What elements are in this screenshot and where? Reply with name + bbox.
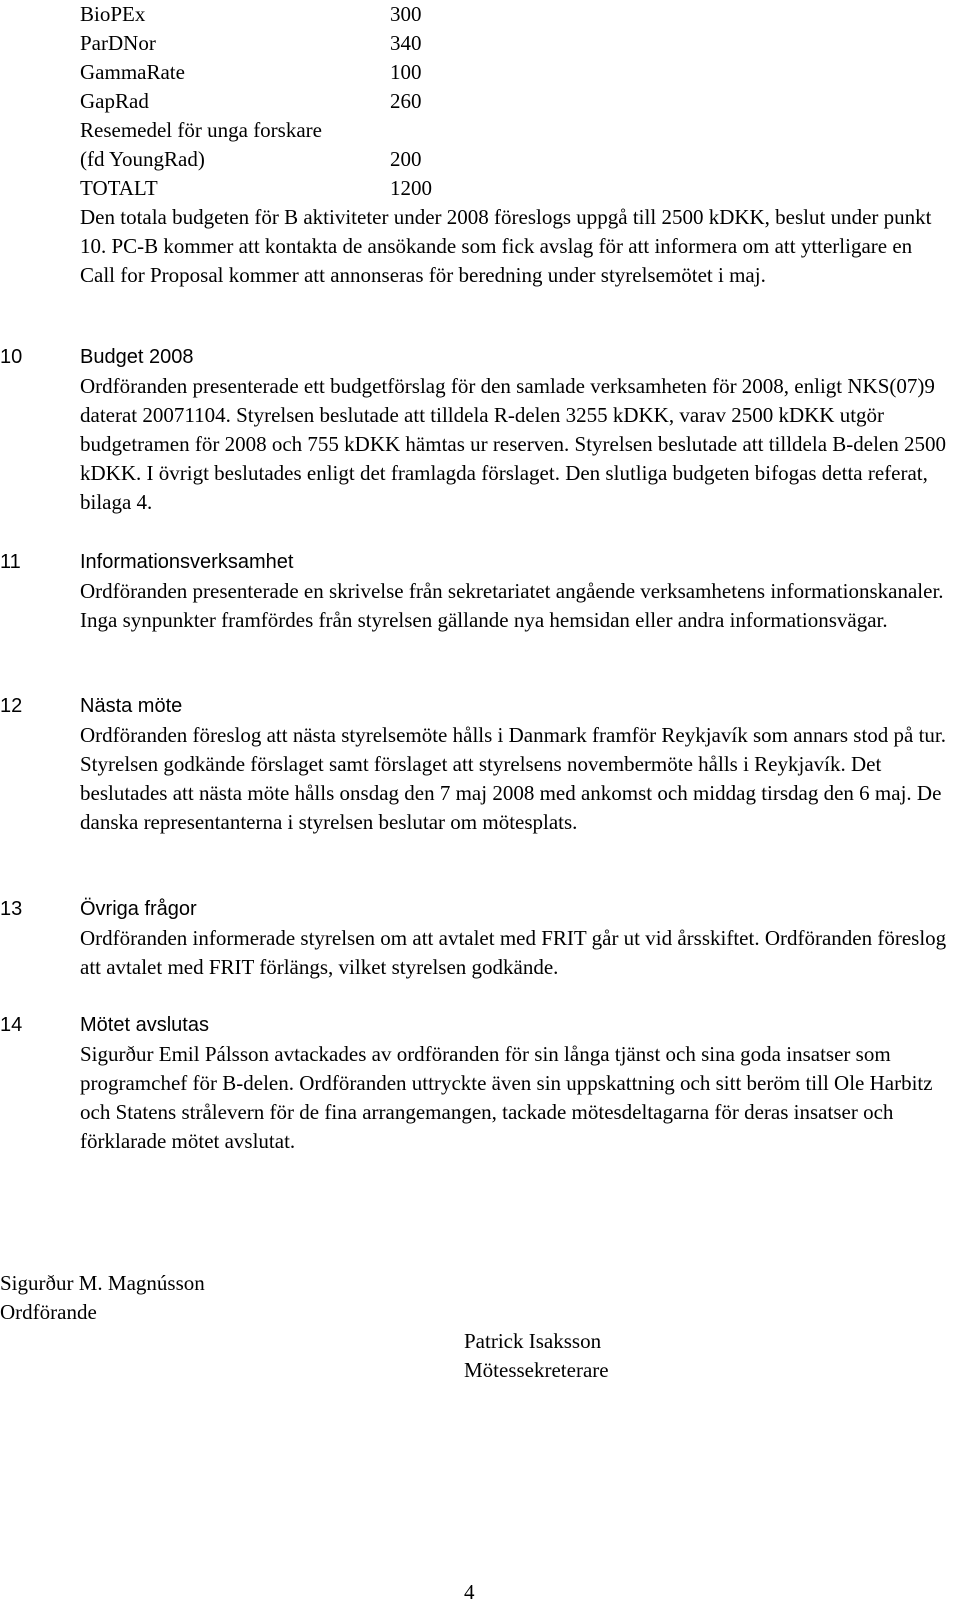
intro-paragraph: Den totala budgeten för B aktiviteter under 2008 föreslogs uppgå till 2500 kDKK, beslut under punkt 10. PC-B kommer att kontakta de ansökande som fick avslag för att informera om att ytterligare en Call for Proposal kommer att annonseras för beredning under styrelsemötet i maj. <box>80 205 932 287</box>
section-ovriga-fragor <box>0 895 950 982</box>
page-number: 4 <box>464 1580 475 1604</box>
budget-item-name: BioPEx <box>80 2 146 26</box>
section-informationsverksamhet <box>0 548 950 635</box>
section-heading <box>0 895 950 924</box>
section-heading <box>0 343 950 372</box>
section-text: Ordföranden föreslog att nästa styrelsemöte hålls i Danmark framför Reykjavík som annars stod på tur. Styrelsen godkände förslaget samt förslaget att styrelsens novembermöte hålls i Reykjavík. Det beslutades att nästa möte hålls onsdag den 7 maj 2008 med ankomst och middag tirsdag den 6 maj. De danska representanterna i styrelsen beslutar om mötesplats. <box>80 723 947 834</box>
budget-item-value: 1200 <box>390 176 432 200</box>
section-number: 11 <box>0 551 21 573</box>
section-motet-avslutas <box>0 1011 950 1156</box>
section-title: Nästa möte <box>80 695 183 717</box>
section-title: Mötet avslutas <box>80 1014 209 1036</box>
budget-item-value: 340 <box>390 31 422 55</box>
budget-item-value: 100 <box>390 60 422 84</box>
secretary-role: Mötessekreterare <box>464 1358 609 1382</box>
budget-row <box>80 116 500 145</box>
section-text: Ordföranden presenterade ett budgetförslag för den samlade verksamheten för 2008, enligt NKS(07)9 daterat 20071104. Styrelsen beslutade att tilldela R-delen 3255 kDKK, varav 2500 kDKK utgör budgetramen för 2008 och 755 kDKK hämtas ur reserven. Styrelsen beslutade att tilldela B-delen 2500 kDKK. I övrigt beslutades enligt det framlagda förslaget. Den slutliga budgeten bifogas detta referat, bilaga 4. <box>80 374 947 514</box>
budget-item-name: ParDNor <box>80 31 156 55</box>
budget-row <box>80 58 500 87</box>
chair-role: Ordförande <box>0 1300 97 1324</box>
budget-row <box>80 174 500 203</box>
section-number: 14 <box>0 1014 23 1036</box>
budget-item-value <box>390 116 490 145</box>
section-text: Ordföranden informerade styrelsen om att avtalet med FRIT går ut vid årsskiftet. Ordföranden föreslog att avtalet med FRIT förlängs, vilket styrelsen godkände. <box>80 926 947 979</box>
section-title: Informationsverksamhet <box>80 551 294 573</box>
budget-item-name: Resemedel för unga forskare <box>80 118 322 142</box>
section-heading <box>0 548 950 577</box>
section-budget-2008 <box>0 343 950 517</box>
section-text: Ordföranden presenterade en skrivelse från sekretariatet angående verksamhetens informationskanaler. Inga synpunkter framfördes från styrelsen gällande nya hemsidan eller andra informationsvägar. <box>80 579 944 632</box>
section-nasta-mote <box>0 692 950 837</box>
secretary-signature <box>464 1327 609 1385</box>
budget-item-name: GapRad <box>80 89 149 113</box>
section-number: 12 <box>0 695 23 717</box>
section-title: Övriga frågor <box>80 898 197 920</box>
budget-item-value: 200 <box>390 147 422 171</box>
chair-signature <box>0 1269 205 1327</box>
section-heading <box>0 692 950 721</box>
budget-row <box>80 0 500 29</box>
section-number: 10 <box>0 346 23 368</box>
chair-name: Sigurður M. Magnússon <box>0 1271 205 1295</box>
budget-row <box>80 87 500 116</box>
secretary-name: Patrick Isaksson <box>464 1329 602 1353</box>
budget-item-name: TOTALT <box>80 176 158 200</box>
budget-item-name: GammaRate <box>80 60 185 84</box>
section-title: Budget 2008 <box>80 346 194 368</box>
budget-row <box>80 29 500 58</box>
budget-row <box>80 145 500 174</box>
budget-list <box>80 0 500 203</box>
budget-item-value: 300 <box>390 2 422 26</box>
section-heading <box>0 1011 950 1040</box>
budget-item-name: (fd YoungRad) <box>80 147 205 171</box>
section-text: Sigurður Emil Pálsson avtackades av ordföranden för sin långa tjänst och sina goda insatser som programchef för B-delen. Ordföranden uttryckte även sin uppskattning och sitt beröm till Ole Harbitz och Statens strålevern för de fina arrangemangen, tackade mötesdeltagarna för deras insatser och förklarade mötet avslutat. <box>80 1042 933 1153</box>
section-number: 13 <box>0 898 23 920</box>
budget-item-value: 260 <box>390 89 422 113</box>
